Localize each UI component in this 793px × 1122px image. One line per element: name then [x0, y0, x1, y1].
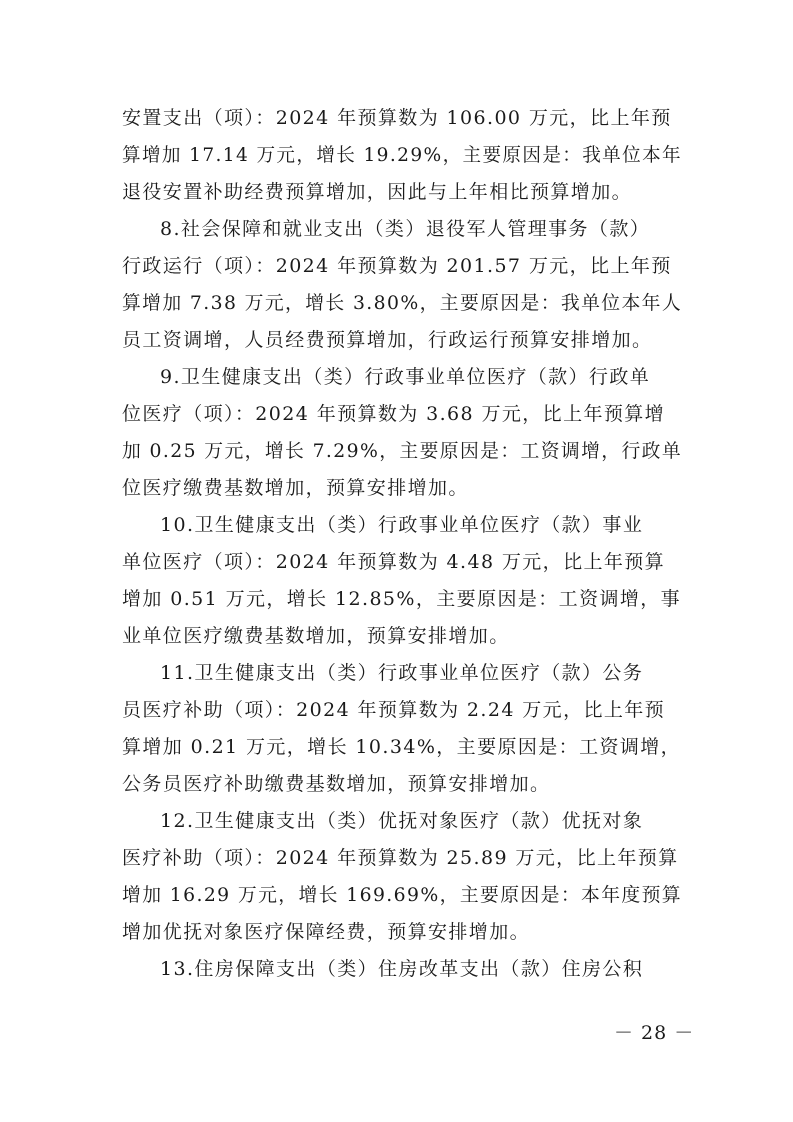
- text-line: 算增加 7.38 万元，增长 3.80%，主要原因是：我单位本年人: [122, 292, 682, 314]
- paragraph-resettlement-expense: [122, 100, 682, 211]
- text-line: 10.卫生健康支出（类）行政事业单位医疗（款）事业: [160, 514, 644, 536]
- text-line: 加 0.25 万元，增长 7.29%，主要原因是：工资调增，行政单: [122, 440, 682, 462]
- text-line: 单位医疗（项）：2024 年预算数为 4.48 万元，比上年预算: [122, 551, 666, 573]
- text-line: 员工资调增，人员经费预算增加，行政运行预算安排增加。: [122, 329, 653, 351]
- text-line: 员医疗补助（项）：2024 年预算数为 2.24 万元，比上年预: [122, 699, 666, 721]
- paragraph-item-10: [122, 507, 682, 655]
- text-line: 8.社会保障和就业支出（类）退役军人管理事务（款）: [160, 218, 651, 240]
- text-line: 13.住房保障支出（类）住房改革支出（款）住房公积: [160, 958, 644, 980]
- text-line: 算增加 17.14 万元，增长 19.29%，主要原因是：我单位本年: [122, 144, 682, 166]
- text-line: 医疗补助（项）：2024 年预算数为 25.89 万元，比上年预算: [122, 847, 679, 869]
- text-line: 位医疗缴费基数增加，预算安排增加。: [122, 477, 469, 499]
- text-line: 行政运行（项）：2024 年预算数为 201.57 万元，比上年预: [122, 255, 672, 277]
- text-line: 12.卫生健康支出（类）优抚对象医疗（款）优抚对象: [160, 810, 644, 832]
- text-line: 公务员医疗补助缴费基数增加，预算安排增加。: [122, 773, 551, 795]
- text-line: 退役安置补助经费预算增加，因此与上年相比预算增加。: [122, 181, 633, 203]
- text-line: 业单位医疗缴费基数增加，预算安排增加。: [122, 625, 510, 647]
- text-line: 11.卫生健康支出（类）行政事业单位医疗（款）公务: [160, 662, 644, 684]
- paragraph-item-11: [122, 655, 682, 803]
- text-line: 增加 16.29 万元，增长 169.69%，主要原因是：本年度预算: [122, 884, 682, 906]
- text-line: 增加 0.51 万元，增长 12.85%，主要原因是：工资调增，事: [122, 588, 682, 610]
- text-line: 位医疗（项）：2024 年预算数为 3.68 万元，比上年预算增: [122, 403, 666, 425]
- page-number: － 28 －: [614, 1022, 695, 1044]
- text-line: 增加优抚对象医疗保障经费，预算安排增加。: [122, 921, 531, 943]
- text-line: 9.卫生健康支出（类）行政事业单位医疗（款）行政单: [160, 366, 651, 388]
- paragraph-item-12: [122, 803, 682, 951]
- paragraph-item-8: [122, 211, 682, 359]
- paragraph-item-13: [122, 951, 682, 988]
- text-line: 算增加 0.21 万元，增长 10.34%，主要原因是：工资调增，: [122, 736, 682, 758]
- body-text: [122, 100, 682, 988]
- text-line: 安置支出（项）：2024 年预算数为 106.00 万元，比上年预: [122, 107, 672, 129]
- paragraph-item-9: [122, 359, 682, 507]
